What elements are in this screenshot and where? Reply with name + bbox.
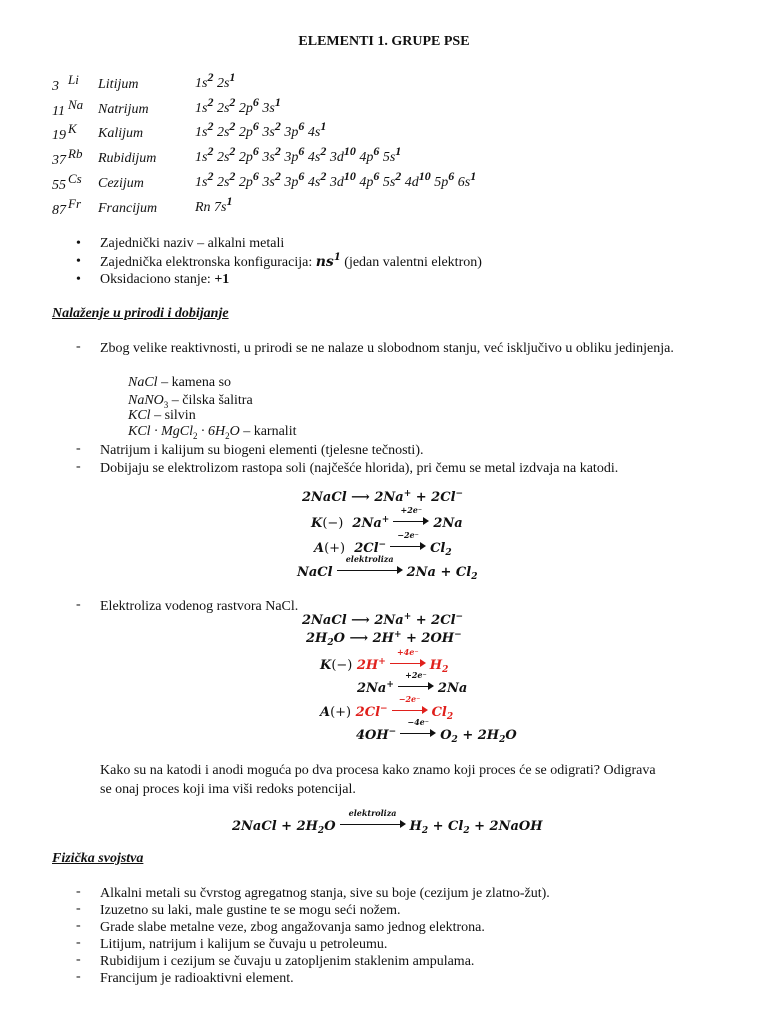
reaction-arrow: +2e⁻ — [398, 679, 434, 693]
element-name: Natrijum — [98, 102, 149, 117]
bullet-electron-config: • Zajednička elektronska konfiguracija: $ns^1$ (jedan valentni elektron) — [76, 254, 482, 272]
equation-cathode: K(−) 2Na+ +2e⁻ 2Na — [311, 505, 463, 531]
equation-anode-oxygen: 4OH− −4e⁻ $O_2 + 2H_2O$ — [356, 717, 517, 745]
element-symbol: Li — [68, 72, 79, 87]
element-name: Kalijum — [98, 126, 144, 141]
atomic-number: 87 — [52, 203, 66, 218]
equation-cathode-hydrogen: K(−) 2H+ +4e⁻ $H_2$ — [320, 647, 449, 675]
question-paragraph: Kako su na katodi i anodi moguća po dva procesa kako znamo koji proces će se odigrati? Odigrava se onaj proces koji ima viši redoks potencijal. — [100, 763, 656, 797]
element-row — [52, 97, 752, 121]
electron-configuration: $1s^2$ $2s^2$ $2p^6$ $3s^2$ $3p^6$ $4s^2$ $3d^{10}$ $4p^6$ $5s^2$ $4d^{10}$ $5p^6$ $6s^1$ — [195, 169, 477, 190]
mineral-nacl: NaCl – kamena so — [128, 375, 232, 390]
element-name: Cezijum — [98, 176, 144, 191]
electron-configuration: $1s^2$ $2s^2$ $2p^6$ $3s^2$ $3p^6$ $4s^2$ $3d^{10}$ $4p^6$ $5s^1$ — [195, 144, 402, 165]
equation-overall: 2NaCl + $2H_2O$ elektroliza $H_2 + Cl_2$ + 2NaOH — [232, 808, 543, 836]
bullet-common-name: • Zajednički naziv – alkalni metali — [76, 236, 482, 254]
element-row — [52, 196, 752, 220]
atomic-number: 55 — [52, 178, 66, 193]
element-symbol: K — [68, 121, 77, 136]
equation-cathode-sodium: 2Na+ +2e⁻ 2Na — [357, 670, 468, 696]
atomic-number: 3 — [52, 79, 59, 94]
document-page: ELEMENTI 1. GRUPE PSE 3 Li Litijum $1s^2$ $2s^1$ 11 Na Natrijum $1s^2$ $2s^2$ $2p^6$ $3s^1$ 19 K Kalijum $1s^2$ $2s^2$ $2p^6$ $3s^2$ $3p^6$ $4s^1$ 37 Rb Rubidijum $1s^2$ $2s^2$ $2p^6$ $3s^2$ $3p^6$ $4s^2$ $3d^{10}$ $4p^6$ $5s^1$ 55 Cs Cezijum $1s^2$ $2s^2$ $2p^6$ $3s^2$ $3p^6$ $4s^2$ $3d^{10}$ $4p^6$ $5s^2$ $4d^{10}$ $5p^6$ $6s^1$ 87 Fr Francijum Rn $7s^1$ • Zajednički naziv – alkalni metali • Zajednička elektronska konfiguracija: $ns^1$ (jedan valentni elektron) • Oksidaciono stanje: +1 Nalaženje u prirodi i dobijanje - Zbog velike reaktivnosti, u prirodi se ne nalaze u slobodnom stanju, već isključivo u obliku jedinjenja. NaCl – kamena so NaNO$_3$ – čilska šalitra KCl – silvin KCl · MgCl$_2$ · $6H_2O$ – karnalit - Natrijum i kalijum su biogeni elementi (tjelesne tečnosti). - Dobijaju se elektrolizom rastopa soli (najčešće hlorida), pri čemu se metal izdvaja na katodi. 2NaCl ⟶ 2Na+ + 2Cl− K(−) 2Na+ +2e⁻ 2Na A(+) 2Cl− −2e⁻ $Cl_2$ NaCl elektroliza $2Na + Cl_2$ - Elektroliza vodenog rastvora NaCl. 2NaCl ⟶ 2Na+ + 2Cl− $2H_2O$ ⟶ 2H+ + 2OH− K(−) 2H+ +4e⁻ $H_2$ 2Na+ +2e⁻ 2Na A(+) 2Cl− −2e⁻ $Cl_2$ 4OH− −4e⁻ $O_2 + 2H_2O$ Kako su na katodi i anodi moguća po dva procesa kako znamo koji proces će se odigrati? Odigrava se onaj proces koji ima viši redoks potencijal. 2NaCl + $2H_2O$ elektroliza $H_2 + Cl_2$ + 2NaOH Fizička svojstva - Alkalni metali su čvrstog agregatnog stanja, sive su boje (cezijum je zlatno-žut). - Izuzetno su laki, male gustine te se mogu seći nožem. - Grade slabe metalne veze, zbog angažovanja samo jednog elektrona. - Litijum, natrijum i kalijum se čuvaju u petroleumu. - Rubidijum i cezijum se čuvaju u zatopljenim staklenim ampulama. - Francijum je radioaktivni element. — [0, 0, 768, 1024]
reaction-arrow: −2e⁻ — [392, 703, 428, 717]
section-heading-physical: Fizička svojstva — [52, 851, 144, 866]
reaction-arrow: elektroliza — [340, 817, 406, 831]
equation-anode-chlorine: A(+) 2Cl− −2e⁻ $Cl_2$ — [320, 694, 454, 722]
page-title: ELEMENTI 1. GRUPE PSE — [298, 34, 470, 49]
element-symbol: Cs — [68, 171, 82, 186]
reaction-arrow: −2e⁻ — [390, 539, 426, 553]
electron-configuration: $1s^2$ $2s^2$ $2p^6$ $3s^1$ — [195, 95, 281, 116]
element-name: Litijum — [98, 77, 139, 92]
reaction-arrow: +4e⁻ — [390, 656, 426, 670]
element-symbol: Fr — [68, 196, 81, 211]
electron-configuration: Rn $7s^1$ — [195, 194, 233, 215]
section-heading-occurrence: Nalaženje u prirodi i dobijanje — [52, 306, 229, 321]
equation-dissociation: 2NaCl ⟶ 2Na+ + 2Cl− — [302, 489, 464, 505]
equation-electrolysis-melt: NaCl elektroliza $2Na + Cl_2$ — [297, 554, 478, 582]
mineral-kcl: KCl – silvin — [128, 408, 196, 423]
element-row — [52, 146, 752, 170]
element-symbol: Na — [68, 97, 84, 112]
bullet-oxidation-state: • Oksidaciono stanje: +1 — [76, 272, 482, 290]
atomic-number: 19 — [52, 128, 66, 143]
electron-configuration: $1s^2$ $2s^1$ — [195, 70, 236, 91]
atomic-number: 11 — [52, 104, 65, 119]
element-row — [52, 72, 752, 96]
mineral-karnalit: KCl · MgCl$_2$ · $6H_2O$ – karnalit — [128, 424, 297, 441]
element-name: Rubidijum — [98, 151, 157, 166]
equation-anode: A(+) 2Cl− −2e⁻ $Cl_2$ — [314, 530, 452, 558]
config-formula: $ns^1$ — [315, 252, 341, 270]
equation-nacl-dissociation: 2NaCl ⟶ 2Na+ + 2Cl− — [302, 612, 464, 628]
element-row — [52, 171, 752, 195]
element-name: Francijum — [98, 201, 158, 216]
element-row — [52, 121, 752, 145]
bullet-list — [76, 236, 482, 290]
element-symbol: Rb — [68, 146, 83, 161]
equation-water-dissociation: $2H_2O$ ⟶ 2H+ + 2OH− — [306, 630, 462, 648]
atomic-number: 37 — [52, 153, 66, 168]
reaction-arrow: −4e⁻ — [400, 726, 436, 740]
electron-configuration: $1s^2$ $2s^2$ $2p^6$ $3s^2$ $3p^6$ $4s^1$ — [195, 119, 327, 140]
reaction-arrow: elektroliza — [337, 563, 403, 577]
reaction-arrow: +2e⁻ — [393, 514, 429, 528]
mineral-nano3: NaNO$_3$ – čilska šalitra — [128, 393, 253, 410]
